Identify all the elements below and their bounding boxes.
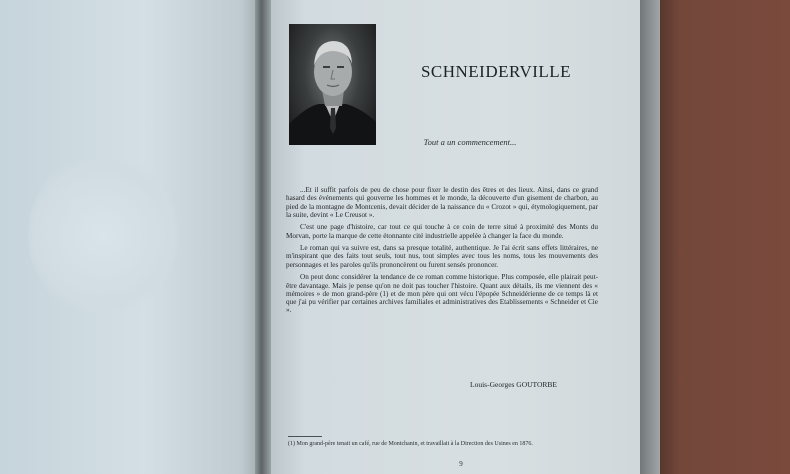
book-gutter xyxy=(255,0,271,474)
paragraph: C'est une page d'histoire, car tout ce qui touche à ce coin de terre situé à proximité des Monts du Morvan, porte la marque de cette étonnante cité industrielle appelée à changer la face du monde. xyxy=(286,223,598,240)
book-edge-shadow xyxy=(640,0,680,474)
paragraph: On peut donc considérer la tendance de ce roman comme historique. Plus composée, elle plairait peut-être davantage. Mais je pense qu'on ne doit pas toucher l'histoire. Quant aux détails, ils me viennent des « mémoires » de mon grand-père (1) et de mon père qui ont vécu l'épopée Schneidérienne de ce temps là et que j'ai pu vérifier par certaines archives familiales et administratives des Etablissements « Schneider et Cie ». xyxy=(286,273,598,315)
author-signature: Louis-Georges GOUTORBE xyxy=(470,380,558,389)
paragraph: Le roman qui va suivre est, dans sa presque totalité, authentique. Je l'ai écrit sans effets littéraires, ne m'inspirant que des faits tout seuls, tout nus, tout simples avec tous les noms, tous les mouvements des personnages et les paroles qu'ils prononcèrent ou furent sensés prononcer. xyxy=(286,244,598,269)
body-text xyxy=(286,186,598,319)
faint-circle-watermark xyxy=(28,150,178,320)
page-number: 9 xyxy=(459,460,463,468)
author-portrait-photo xyxy=(289,24,376,145)
footnote-rule xyxy=(288,436,322,437)
chapter-title: SCHNEIDERVILLE xyxy=(420,62,572,81)
paragraph: ...Et il suffit parfois de peu de chose pour fixer le destin des êtres et des lieux. Ainsi, dans ce grand hasard des événements qui gouverne les hommes et le monde, la découverte d'un gisement de charbon, au pied de la montagne de Montcenis, devait décider de la naissance du « Crozot » qui, étymologiquement, par la suite, devint « Le Creusot ». xyxy=(286,186,598,219)
left-page xyxy=(0,0,262,474)
epigraph: Tout a un commencement... xyxy=(423,137,517,147)
footnote: (1) Mon grand-père tenait un café, rue de Montchanin, et travaillait à la Direction des Usines en 1876. xyxy=(288,441,533,447)
